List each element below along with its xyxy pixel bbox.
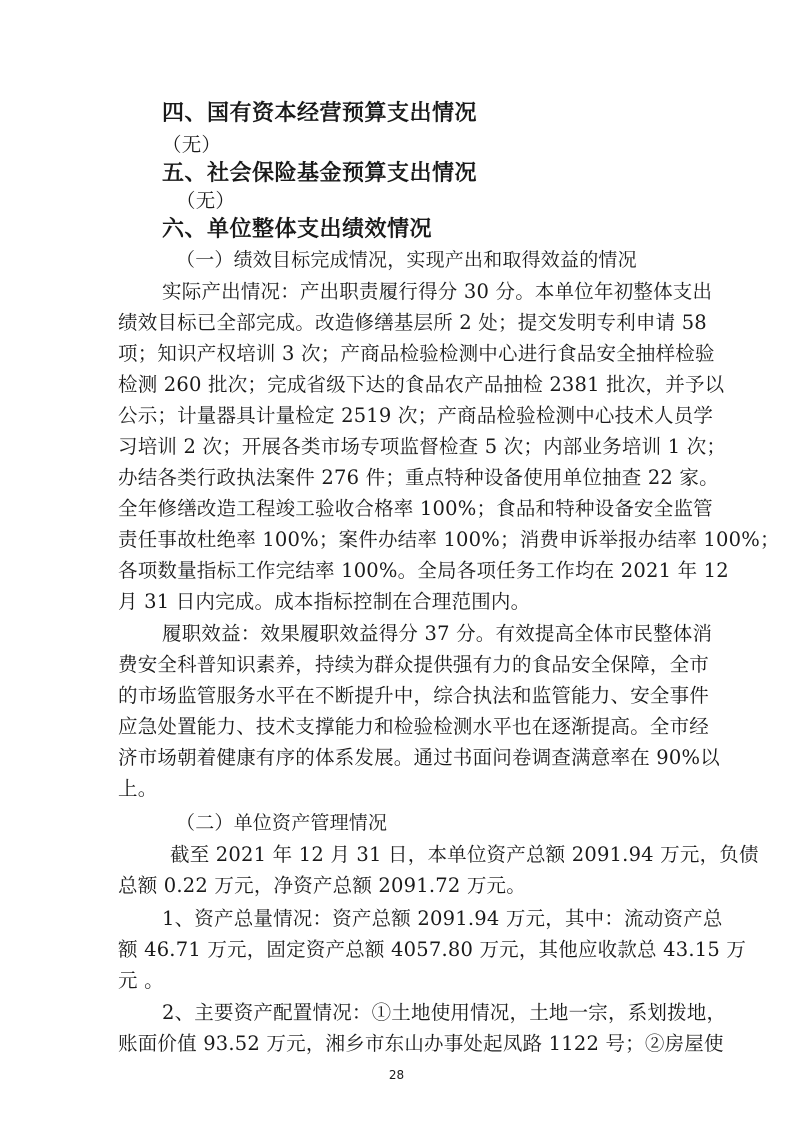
asset-line: 截至 2021 年 12 月 31 日，本单位资产总额 2091.94 万元，负债 (170, 843, 759, 866)
benefit-line: 履职效益：效果履职效益得分 37 分。有效提高全体市民整体消 (162, 622, 713, 645)
asset-total-line: 额 46.71 万元，固定资产总额 4057.80 万元，其他应收款总 43.15 万 (118, 938, 747, 961)
asset-config-line: 账面价值 93.52 万元，湘乡市东山办事处起凤路 1122 号；②房屋使 (118, 1032, 724, 1055)
asset-total-line: 元 。 (118, 969, 164, 992)
output-line: 各项数量指标工作完结率 100%。全局各项任务工作均在 2021 年 12 (118, 559, 729, 582)
output-line: 习培训 2 次；开展各类市场专项监督检查 5 次；内部业务培训 1 次； (118, 435, 727, 458)
output-line: 公示；计量器具计量检定 2519 次；产商品检验检测中心技术人员学 (118, 404, 714, 427)
section4-heading: 四、国有资本经营预算支出情况 (162, 101, 478, 126)
benefit-line: 上。 (118, 777, 158, 800)
benefit-line: 费安全科普知识素养，持续为群众提供强有力的食品安全保障，全市 (118, 653, 710, 676)
section5-heading: 五、社会保险基金预算支出情况 (162, 161, 478, 186)
page-number: 28 (388, 1068, 405, 1082)
section6-heading: 六、单位整体支出绩效情况 (162, 217, 433, 242)
output-line: 绩效目标已全部完成。改造修缮基层所 2 处；提交发明专利申请 58 (118, 311, 707, 334)
output-line: 办结各类行政执法案件 276 件；重点特种设备使用单位抽查 22 家。 (118, 466, 719, 489)
output-line: 月 31 日内完成。成本指标控制在合理范围内。 (118, 590, 531, 613)
asset-line: 总额 0.22 万元，净资产总额 2091.72 万元。 (118, 874, 526, 897)
section5-note: （无） (176, 189, 236, 212)
output-line: 项；知识产权培训 3 次；产商品检验检测中心进行食品安全抽样检验 (118, 342, 715, 365)
output-line: 检测 260 批次；完成省级下达的食品农产品抽检 2381 批次，并予以 (118, 373, 725, 396)
asset-config-line: 2、主要资产配置情况：①土地使用情况，土地一宗，系划拨地， (162, 1001, 727, 1024)
subsection1-title: （一）绩效目标完成情况，实现产出和取得效益的情况 (176, 249, 637, 271)
asset-total-line: 1、资产总量情况：资产总额 2091.94 万元，其中：流动资产总 (162, 907, 723, 930)
section4-note: （无） (162, 133, 222, 156)
subsection2-title: （二）单位资产管理情况 (176, 812, 388, 834)
output-line: 实际产出情况：产出职责履行得分 30 分。本单位年初整体支出 (162, 280, 713, 303)
output-line: 责任事故杜绝率 100%；案件办结率 100%；消费申诉举报办结率 100%； (118, 528, 780, 551)
output-line: 全年修缮改造工程竣工验收合格率 100%；食品和特种设备安全监管 (118, 497, 713, 520)
benefit-line: 的市场监管服务水平在不断提升中，综合执法和监管能力、安全事件 (118, 684, 710, 707)
benefit-line: 济市场朝着健康有序的体系发展。通过书面问卷调查满意率在 90%以 (118, 746, 720, 769)
benefit-line: 应急处置能力、技术支撑能力和检验检测水平也在逐渐提高。全市经 (118, 715, 710, 738)
